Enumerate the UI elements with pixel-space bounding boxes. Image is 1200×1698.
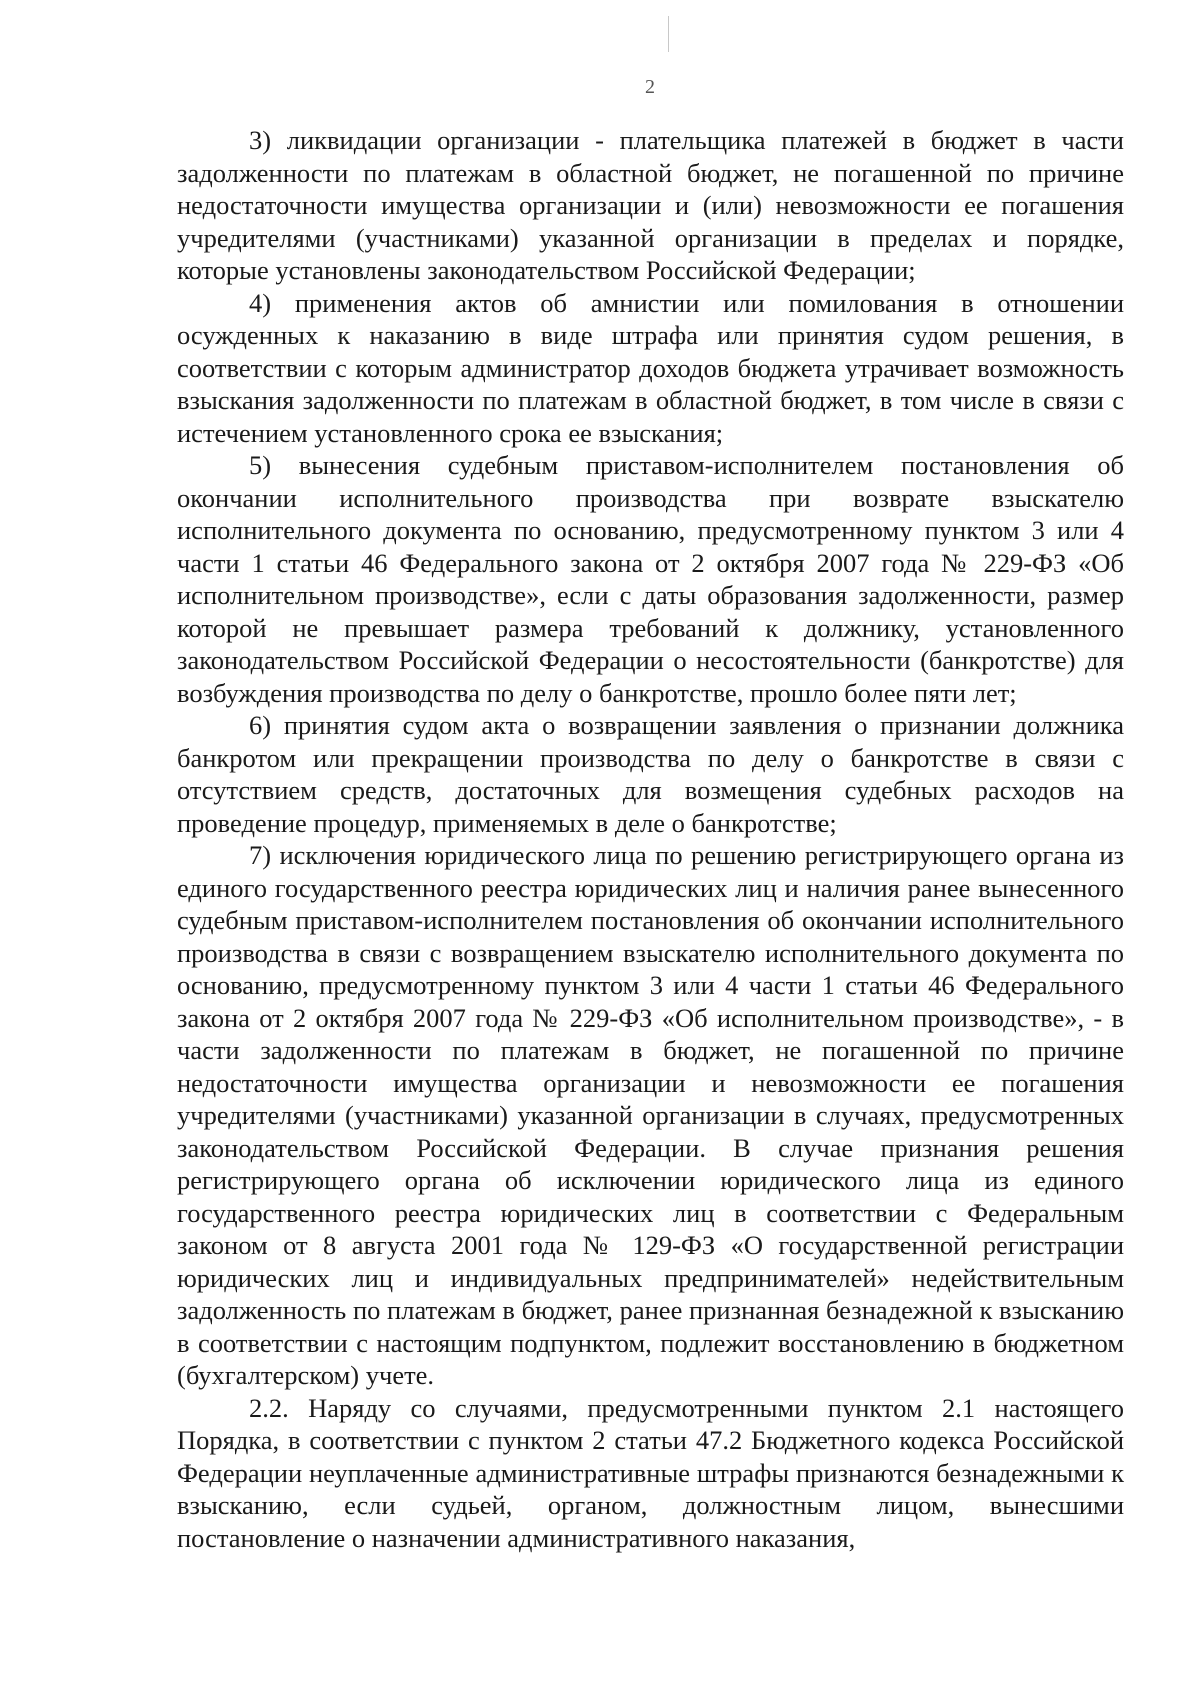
scan-artifact-line: [668, 16, 669, 52]
paragraph-item-3: 3) ликвидации организации - плательщика платежей в бюджет в части задолженности по платежам в областной бюджет, не погашенной по причине недостаточности имущества организации и (или) невозможности ее погашения учредителями (участниками) указанной организации в пределах и порядке, которые установлены законодательством Российской Федерации;: [177, 125, 1124, 285]
paragraph-section-2-2: 2.2. Наряду со случаями, предусмотренными пунктом 2.1 настоящего Порядка, в соответствии с пунктом 2 статьи 47.2 Бюджетного кодекса Российской Федерации неуплаченные административные штрафы признаются безнадежными к взысканию, если судьей, органом, должностным лицом, вынесшими постановление о назначении административного наказания,: [177, 1392, 1124, 1553]
paragraph-item-5: 5) вынесения судебным приставом-исполнителем постановления об окончании исполнительного производства при возврате взыскателю исполнительного документа по основанию, предусмотренному пунктом 3 или 4 части 1 статьи 46 Федерального закона от 2 октября 2007 года № 229-ФЗ «Об исполнительном производстве», если с даты образования задолженности, размер которой не превышает размера требований к должнику, установленного законодательством Российской Федерации о несостоятельности (банкротстве) для возбуждения производства по делу о банкротстве, прошло более пяти лет;: [177, 450, 1124, 708]
paragraph-item-4: 4) применения актов об амнистии или помилования в отношении осужденных к наказанию в виде штрафа или принятия судом решения, в соответствии с которым администратор доходов бюджета утрачивает возможность взыскания задолженности по платежам в областной бюджет, в том числе в связи с истечением установленного срока ее взыскания;: [177, 287, 1124, 448]
document-body: [177, 124, 1124, 1554]
paragraph-item-6: 6) принятия судом акта о возвращении заявления о признании должника банкротом или прекращении производства по делу о банкротстве в связи с отсутствием средств, достаточных для возмещения судебных расходов на проведение процедур, применяемых в деле о банкротстве;: [177, 710, 1124, 838]
paragraph-item-7: 7) исключения юридического лица по решению регистрирующего органа из единого государственного реестра юридических лиц и наличия ранее вынесенного судебным приставом-исполнителем постановления об окончании исполнительного производства в связи с возвращением взыскателю исполнительного документа по основанию, предусмотренному пунктом 3 или 4 части 1 статьи 46 Федерального закона от 2 октября 2007 года № 229-ФЗ «Об исполнительном производстве», - в части задолженности по платежам в бюджет, не погашенной по причине недостаточности имущества организации и невозможности ее погашения учредителями (участниками) указанной организации в случаях, предусмотренных законодательством Российской Федерации. В случае признания решения регистрирующего органа об исключении юридического лица из единого государственного реестра юридических лиц в соответствии с Федеральным законом от 8 августа 2001 года № 129-ФЗ «О государственной регистрации юридических лиц и индивидуальных предпринимателей» недействительным задолженность по платежам в бюджет, ранее признанная безнадежной к взысканию в соответствии с настоящим подпунктом, подлежит восстановлению в бюджетном (бухгалтерском) учете.: [177, 840, 1124, 1390]
page-number: 2: [645, 76, 655, 98]
